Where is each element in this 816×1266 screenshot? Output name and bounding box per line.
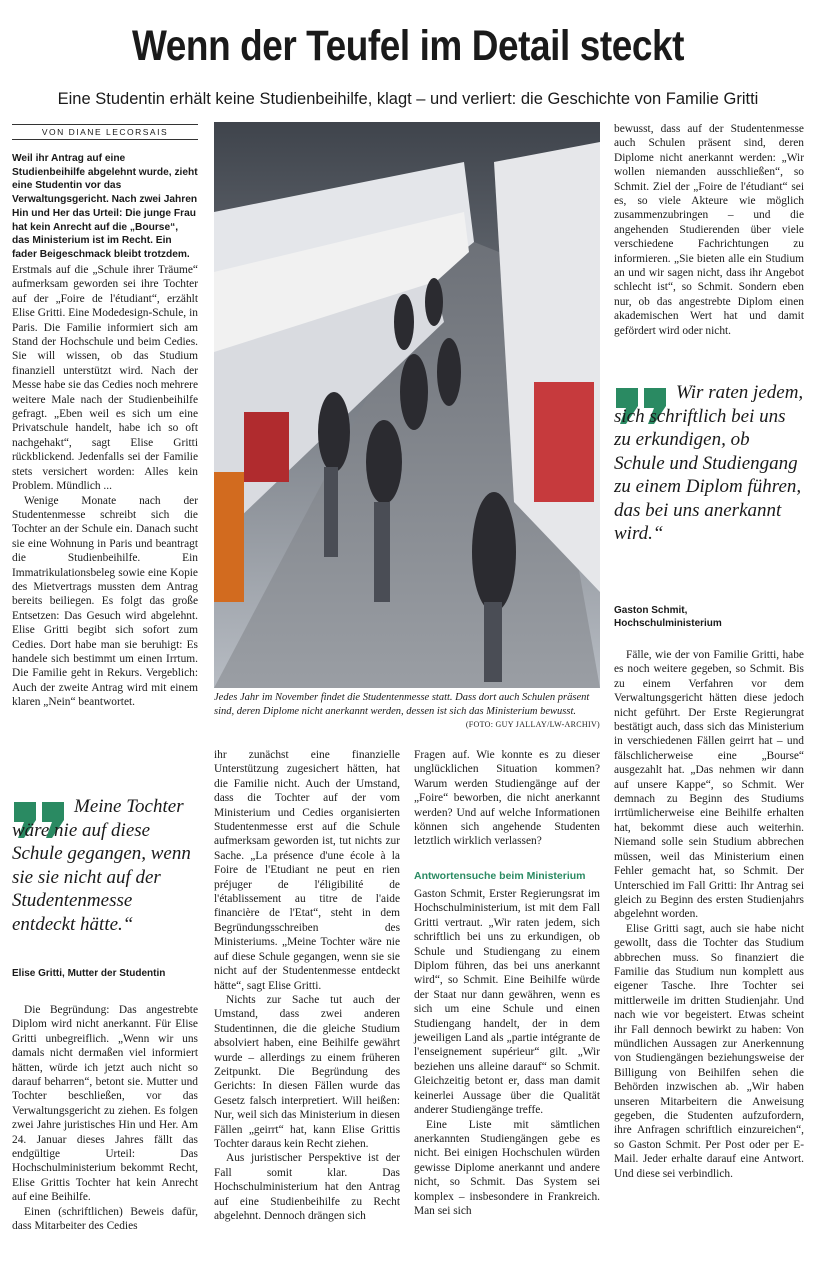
pull-quote-2-source xyxy=(614,604,804,630)
column-3 xyxy=(414,748,600,849)
crosshead: Antwortensuche beim Ministerium xyxy=(414,870,586,882)
column-4 xyxy=(614,122,804,338)
paragraph: Elise Gritti sagt, auch sie habe nicht gewollt, dass die Tochter das Studium abbrechen muss. So finanziert die Familie das Studium nun komplett aus eigener Tasche. Ihre Tochter sei mittlerweile im dritten Studienjahr. Und nach wie vor begeistert. Etwas scheint ihr Fall dennoch bewirkt zu haben: Von mündlichen Aussagen zur Anerkennung von Studiengängen beziehungsweise der Billigung von Beihilfen sehen die Behörden inzwischen ab. „Wir haben unseren Mitarbeitern die Anweisung gegeben, die Studenten aufzufordern, ihre Anfragen schriftlich einzureichen“, so Gaston Schmit. Per Post oder per E-Mail. Jeder erhalte darauf eine Antwort. Und diese sei verbindlich. xyxy=(614,922,804,1180)
pull-quote-1: Meine Tochter wäre nie auf diese Schule gegangen, wenn sie sie nicht auf der Studentenmesse entdeckt hätte.“ xyxy=(12,796,191,935)
column-4-continued xyxy=(614,648,804,1181)
quote-source-role: Hochschulministerium xyxy=(614,618,722,629)
lead-paragraph: Weil ihr Antrag auf eine Studienbeihilfe abgelehnt wurde, zieht eine Studentin vor das Verwaltungsgericht. Nach zwei Jahren Hin und Her das Urteil: Die junge Frau hat kein Anrecht auf die „Bourse“, das Ministerium ist im Recht. Ein fader Beigeschmack bleibt trotzdem. xyxy=(12,153,198,260)
photo-caption xyxy=(214,691,600,732)
paragraph: Die Begründung: Das angestrebte Diplom wird nicht anerkannt. Für Elise Gritti unbegreiflich. „Wenn wir uns damals nicht dermaßen viel informiert hätten, würde ich jetzt auch nicht so darauf beharren“, betont sie. Mutter und Tochter beschließen, vor das Verwaltungsgericht zu ziehen. Es folgen zwei Jahre juristisches Hin und Her. Am 24. Januar dieses Jahres fällt das endgültige Urteil: Das Hochschulministerium bekommt Recht, Elise Grittis Tochter hat kein Anrecht auf eine Beihilfe. xyxy=(12,1004,198,1204)
paragraph: Gaston Schmit, Erster Regierungsrat im Hochschulministerium, ist mit dem Fall Gritti vertraut. „Wir raten jedem, sich schriftlich bei uns zu erkundigen, ob Schule und Studiengang zu einem Diplom führen, das bei uns anerkannt wird“, so Schmit. Eine Beihilfe würde der Staat nur dann gewähren, wenn es sich um eine Schule und einen Studiengang handelt, der in dem jeweiligen Land als „partie intégrante de l'enseignement supérieur“ gilt. „Wir beziehen uns alleine darauf“ so Schmit. Gleichzeitig betont er, dass man damit keinerlei Aussage über die Qualität anderer Studiengänge treffe. xyxy=(414,888,600,1117)
paragraph: Fälle, wie der von Familie Gritti, habe es noch weitere gegeben, so Schmit. Bis zu einem Verfahren vor dem Verwaltungsgericht hätten diese jedoch nicht geführt. Der Erste Regierungrat bestätigt auch, dass sich das Ministerium in verschiedenen Fällen geirrt hat – und fälschlicherweise eine „Bourse“ ausgezahlt hat. „Das nehmen wir dann auf unsere Kappe“, so Schmit. Wer demnach zu Beginn des Studiums irrtümlicherweise eine Beihilfe erhalten hat, bekommt diese auch weiterhin. Niemand solle sein Studium abbrechen müssen, weil das Ministerium einen Fehler gemacht hat, so Schmit. Der Unterschied im Fall Gritti: Ihr Antrag sei gleich zu Beginn des ersten Studienjahrs abgelehnt worden. xyxy=(614,649,804,921)
subheadline: Eine Studentin erhält keine Studienbeihilfe, klagt – und verliert: die Geschichte von Familie Gritti xyxy=(57,90,759,108)
paragraph: Einen (schriftlichen) Beweis dafür, dass Mitarbeiter des Cedies xyxy=(12,1205,198,1233)
byline: VON DIANE LECORSAIS xyxy=(12,124,198,140)
paragraph: Eine Liste mit sämtlichen anerkannten Studiengängen gebe es nicht. Bei einigen Hochschulen würden gewisse Diplome anerkannt und andere nicht, so Schmit. Das System sei komplex – insbesondere in Frankreich. Man sei sich xyxy=(414,1118,600,1217)
fair-photo xyxy=(214,122,600,688)
paragraph: Wenige Monate nach der Studentenmesse schreibt sich die Tochter an der Schule ein. Danach sucht sie eine Wohnung in Paris und beantragt die Studienbeihilfe. Ein Immatrikulationsbeleg sowie eine Kopie des Mietvertrags mussten dem Antrag bereits beiliegen. Es folgt das große Entsetzen: Das Gesuch wird abgelehnt. Elise Gritti begibt sich sofort zum Cedies. Dort habe man sie beruhigt: Es handele sich bestimmt um einen Irrtum. Die Familie geht in Rekurs. Vergeblich: Auch der zweite Antrag wird mit einem klaren „Nein“ beantwortet. xyxy=(12,494,198,709)
quote-source-name: Gaston Schmit, xyxy=(614,605,688,616)
caption-text: Jedes Jahr im November findet die Studentenmesse statt. Dass dort auch Schulen präsent sind, deren Diplome nicht anerkannt werden, dessen ist sich das Ministerium bewusst. xyxy=(214,692,590,717)
paragraph: Nichts zur Sache tut auch der Umstand, dass zwei anderen Studentinnen, die die gleiche Studium absolviert haben, eine Beihilfe gewährt wurde – allerdings zu einem früheren Zeitpunkt. Die Begründung des Gerichts: In diesen Fällen wurde das Gesetz falsch interpretiert. Will heißen: Nur, weil sich das Ministerium in diesen Fällen „geirrt“ hat, kann Elise Grittis Tochter daraus kein Recht ziehen. xyxy=(214,993,400,1150)
pull-quote-2: Wir raten jedem, sich schriftlich bei uns zu erkundigen, ob Schule und Studiengang zu einem Diplom führen, das bei uns anerkannt wird.“ xyxy=(614,382,804,544)
paragraph: bewusst, dass auf der Studentenmesse auch Schulen präsent sind, deren Diplome nicht anerkannt werden: „Wir wollen niemanden ausschließen“, so Schmit. Ziel der „Foire de l'étudiant“ sei es, so viele Akteure wie möglich zusammenzubringen – und die angehenden Studierenden über viele verschiedene Fachrichtungen zu informieren. „Sie bieten alle ein Studium an und wir sagen nicht, dass ihr Angebot schlecht ist“, so Schmit. Sondern eben nur, ob das angestrebte Diplom einen akademischen Wert hat und damit gefördert wird oder nicht. xyxy=(614,123,804,337)
paragraph: Aus juristischer Perspektive ist der Fall somit klar. Das Hochschulministerium hat den Antrag auf eine Studienbeihilfe zu Recht abgelehnt. Dennoch drängen sich xyxy=(214,1152,400,1222)
column-1 xyxy=(12,263,198,710)
paragraph: Erstmals auf die „Schule ihrer Träume“ aufmerksam geworden sei ihre Tochter auf der „Foire de l'étudiant“, erzählt Elise Gritti. Eine Modedesign-Schule, in Paris. Die Familie informiert sich am Stand der Hochschule und beim Cedies. Sie will wissen, ob das Studium finanziell unterstützt wird. Nach der Messe habe sie das Cedies noch mehrere weitere Male nach der Studienbeihilfe gefragt. „Eben weil es sich um eine Privatschule handelt, habe ich so oft nachgehakt“, sagt Elise Gritti rückblickend. Jedenfalls sei der Familie stets versichert worden: Alles kein Problem. Mündlich ... xyxy=(12,264,198,493)
photo-credit: (FOTO: GUY JALLAY/LW-ARCHIV) xyxy=(465,720,600,729)
paragraph: ihr zunächst eine finanzielle Unterstützung zugesichert hätten, hat die Familie nicht. Auch der Umstand, dass die Tochter auf der vom Ministerium und Cedies organisierten Studentenmesse erst auf die Schule aufmerksam geworden ist, tut nichts zur Sache. „La présence d'une école à la Foire de l'Etudiant ne peut en rien préjuger de l'éligibilité de l'établissement au titre de l'aide financière de l'Etat“, steht in dem Begründungsschreiben des Ministeriums. „Meine Tochter wäre nie auf diese Schule gegangen, wenn sie sie nicht auf der Studentenmesse entdeckt hätte“, sagt Elise Gritti. xyxy=(214,749,400,992)
column-1-continued xyxy=(12,1003,198,1234)
paragraph: Fragen auf. Wie konnte es zu dieser unglücklichen Situation kommen? Warum werden Studiengänge auf der „Foire“ beworben, die nicht anerkannt werden? Und auf welche Informationen können sich angehende Studenten letztlich wirklich verlassen? xyxy=(414,749,600,848)
pull-quote-1-source: Elise Gritti, Mutter der Studentin xyxy=(12,968,166,979)
exhibition-hall-image xyxy=(214,122,600,688)
headline: Wenn der Teufel im Detail steckt xyxy=(131,22,685,70)
column-3-continued xyxy=(414,887,600,1218)
column-2 xyxy=(214,748,400,1223)
